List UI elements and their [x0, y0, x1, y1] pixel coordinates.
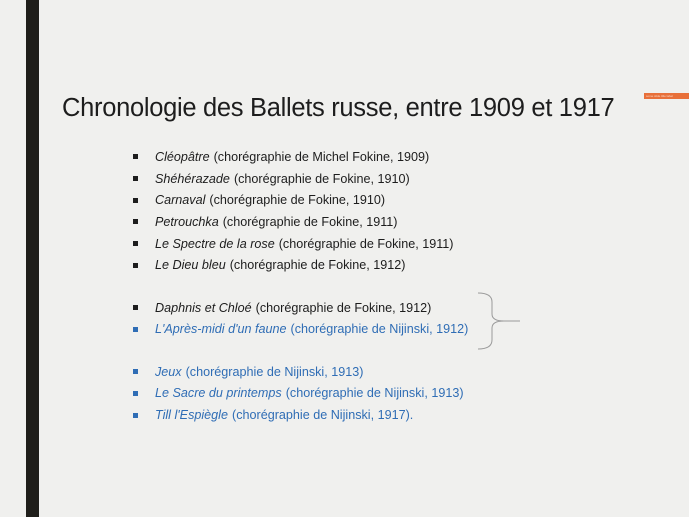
square-bullet-icon	[133, 176, 138, 181]
square-bullet-icon	[133, 391, 138, 396]
ballet-detail: (chorégraphie de Nijinski, 1917).	[232, 408, 414, 423]
list-item	[133, 383, 653, 405]
square-bullet-icon	[133, 198, 138, 203]
ballet-detail: (chorégraphie de Fokine, 1911)	[222, 214, 398, 229]
list-item	[133, 233, 653, 255]
ballet-title: Le Spectre de la rose	[155, 236, 275, 251]
left-accent-bar	[26, 0, 39, 517]
square-bullet-icon	[133, 241, 138, 246]
list-item	[133, 189, 653, 211]
right-brace-icon	[476, 290, 526, 352]
ballet-detail: (chorégraphie de Nijinski, 1913)	[185, 364, 364, 379]
ballet-detail: (chorégraphie de Michel Fokine, 1909)	[213, 149, 430, 164]
list-item	[133, 168, 653, 190]
square-bullet-icon	[133, 369, 138, 374]
square-bullet-icon	[133, 327, 138, 332]
ballet-title: Daphnis et Chloé	[155, 300, 252, 315]
list-item	[133, 319, 653, 341]
slide-title: Chronologie des Ballets russe, entre 1909 et 1917	[62, 94, 615, 122]
ballet-detail: (chorégraphie de Fokine, 1912)	[255, 300, 432, 315]
ballet-detail: (chorégraphie de Fokine, 1910)	[233, 171, 410, 186]
list-item	[133, 404, 653, 426]
square-bullet-icon	[133, 154, 138, 159]
ballet-detail: (chorégraphie de Fokine, 1911)	[278, 236, 454, 251]
square-bullet-icon	[133, 413, 138, 418]
list-item	[133, 297, 653, 319]
list-item	[133, 146, 653, 168]
ballet-detail: (chorégraphie de Nijinski, 1913)	[285, 386, 464, 401]
ballet-title: Cléopâtre	[155, 149, 210, 164]
ballet-list	[133, 146, 653, 426]
list-item	[133, 254, 653, 276]
ballet-title: Petrouchka	[155, 214, 219, 229]
ballet-title: Till l'Espiègle	[155, 408, 228, 423]
square-bullet-icon	[133, 263, 138, 268]
ballet-title: Carnaval	[155, 193, 206, 208]
ballet-title: Le Dieu bleu	[155, 258, 226, 273]
ballet-title: Jeux	[155, 364, 182, 379]
accent-tag: some slide title label	[644, 93, 689, 99]
square-bullet-icon	[133, 219, 138, 224]
square-bullet-icon	[133, 305, 138, 310]
ballet-detail: (chorégraphie de Nijinski, 1912)	[290, 322, 469, 337]
ballet-title: Shéhérazade	[155, 171, 230, 186]
ballet-detail: (chorégraphie de Fokine, 1912)	[229, 258, 406, 273]
list-item	[133, 361, 653, 383]
ballet-title: Le Sacre du printemps	[155, 386, 282, 401]
ballet-title: L'Après-midi d'un faune	[155, 322, 287, 337]
ballet-detail: (chorégraphie de Fokine, 1910)	[209, 193, 386, 208]
list-item	[133, 211, 653, 233]
